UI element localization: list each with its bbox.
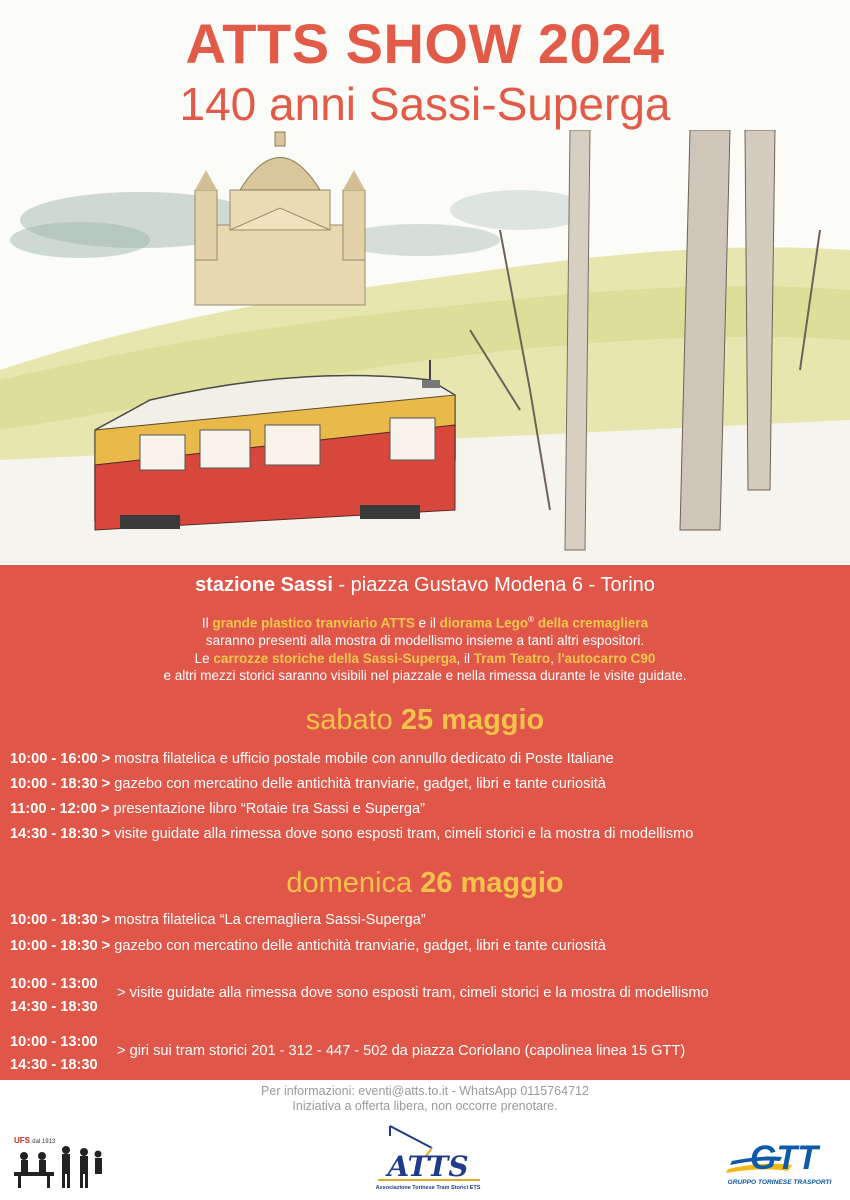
event-desc: > giri sui tram storici 201 - 312 - 447 - 502 da piazza Coriolano (capolinea linea 15 GTT) bbox=[117, 1043, 686, 1059]
footer-info bbox=[0, 1084, 850, 1114]
event-time: 10:00 - 18:30 > bbox=[10, 776, 111, 792]
gtt-swoosh-icon bbox=[722, 1135, 837, 1179]
intro-highlight: grande plastico tranviario ATTS bbox=[212, 615, 415, 631]
event-time: 14:30 - 18:30 bbox=[10, 1057, 98, 1073]
event-desc: mostra filatelica “La cremagliera Sassi-Superga” bbox=[110, 912, 426, 928]
event-desc: presentazione libro “Rotaie tra Sassi e Superga” bbox=[109, 801, 425, 817]
intro-highlight: diorama Lego bbox=[439, 615, 529, 631]
atts-tram-pole-icon bbox=[370, 1122, 486, 1186]
event-time: 10:00 - 13:00 bbox=[10, 976, 98, 992]
intro-text-part: , bbox=[550, 650, 558, 666]
event-times bbox=[10, 1031, 98, 1077]
intro-line: e altri mezzi storici saranno visibili nel piazzale e nella rimessa durante le visite guidate. bbox=[163, 668, 687, 683]
ufs-logo bbox=[14, 1136, 104, 1188]
intro-line: saranno presenti alla mostra di modellismo insieme a tanti altri espositori. bbox=[205, 633, 645, 648]
ufs-name: UFS bbox=[14, 1136, 30, 1145]
poster-header bbox=[0, 0, 850, 565]
intro-line bbox=[40, 650, 810, 668]
intro-highlight: Tram Teatro bbox=[473, 650, 551, 666]
day-date: 26 maggio bbox=[420, 867, 564, 899]
registered-mark: ® bbox=[528, 615, 535, 624]
day-name: sabato bbox=[305, 704, 401, 736]
tree-trunk bbox=[565, 130, 590, 550]
event-times bbox=[10, 973, 98, 1019]
schedule-row bbox=[10, 801, 844, 817]
sunday-heading bbox=[0, 867, 850, 900]
gtt-logo bbox=[722, 1135, 837, 1191]
schedule-row bbox=[10, 826, 844, 842]
free-entry-note: Iniziativa a offerta libera, non occorre prenotare. bbox=[292, 1099, 558, 1113]
event-desc: gazebo con mercatino delle antichità tranviarie, gadget, libri e tante curiosità bbox=[110, 938, 606, 954]
event-time: 10:00 - 16:00 > bbox=[10, 751, 111, 767]
gtt-tagline: GRUPPO TORINESE TRASPORTI bbox=[727, 1179, 832, 1186]
event-time: 14:30 - 18:30 > bbox=[10, 826, 111, 842]
schedule-row bbox=[10, 776, 844, 792]
contact-info: Per informazioni: eventi@atts.to.it - WhatsApp 0115764712 bbox=[261, 1084, 589, 1098]
event-time: 10:00 - 13:00 bbox=[10, 1034, 98, 1050]
info-panel bbox=[0, 565, 850, 1080]
intro-highlight: l'autocarro C90 bbox=[557, 650, 656, 666]
gtt-wordmark: GTT bbox=[750, 1139, 818, 1177]
schedule-row bbox=[10, 938, 844, 954]
venue-line bbox=[0, 574, 850, 597]
schedule-row bbox=[10, 751, 844, 767]
intro-text bbox=[40, 611, 810, 685]
event-time: 10:00 - 18:30 > bbox=[10, 938, 111, 954]
event-desc: mostra filatelica e ufficio postale mobile con annullo dedicato di Poste Italiane bbox=[110, 751, 614, 767]
event-desc: visite guidate alla rimessa dove sono esposti tram, cimeli storici e la mostra di modellismo bbox=[110, 826, 694, 842]
ufs-silhouette-icon bbox=[14, 1144, 104, 1188]
schedule-row bbox=[10, 912, 844, 928]
atts-tagline: Associazione Torinese Tram Storici ETS bbox=[375, 1185, 481, 1191]
intro-text-part: Il bbox=[201, 615, 213, 631]
venue-name: stazione Sassi bbox=[195, 574, 333, 596]
intro-text-part: , il bbox=[456, 650, 474, 666]
atts-logo bbox=[370, 1122, 486, 1196]
cloud bbox=[10, 222, 150, 258]
saturday-heading bbox=[0, 704, 850, 737]
day-date: 25 maggio bbox=[400, 704, 545, 736]
intro-line bbox=[40, 611, 810, 632]
atts-wordmark: ATTS bbox=[387, 1150, 469, 1183]
event-desc: > visite guidate alla rimessa dove sono esposti tram, cimeli storici e la mostra di modellismo bbox=[117, 985, 709, 1001]
poster-title: ATTS SHOW 2024 bbox=[185, 12, 665, 75]
day-name: domenica bbox=[286, 867, 421, 899]
intro-highlight: carrozze storiche della Sassi-Superga bbox=[213, 650, 457, 666]
venue-address: - piazza Gustavo Modena 6 - Torino bbox=[332, 574, 655, 596]
event-time: 11:00 - 12:00 > bbox=[10, 801, 110, 817]
event-time: 14:30 - 18:30 bbox=[10, 999, 98, 1015]
poster-subtitle: 140 anni Sassi-Superga bbox=[179, 78, 671, 130]
intro-text-part: Le bbox=[194, 650, 214, 666]
event-desc: gazebo con mercatino delle antichità tranviarie, gadget, libri e tante curiosità bbox=[110, 776, 606, 792]
intro-text-part: e il bbox=[414, 615, 440, 631]
tree-trunk bbox=[745, 130, 775, 490]
intro-highlight: della cremagliera bbox=[534, 615, 649, 631]
illustration-tram-superga bbox=[0, 130, 850, 565]
event-time: 10:00 - 18:30 > bbox=[10, 912, 111, 928]
ufs-since: dal 1913 bbox=[32, 1139, 56, 1145]
